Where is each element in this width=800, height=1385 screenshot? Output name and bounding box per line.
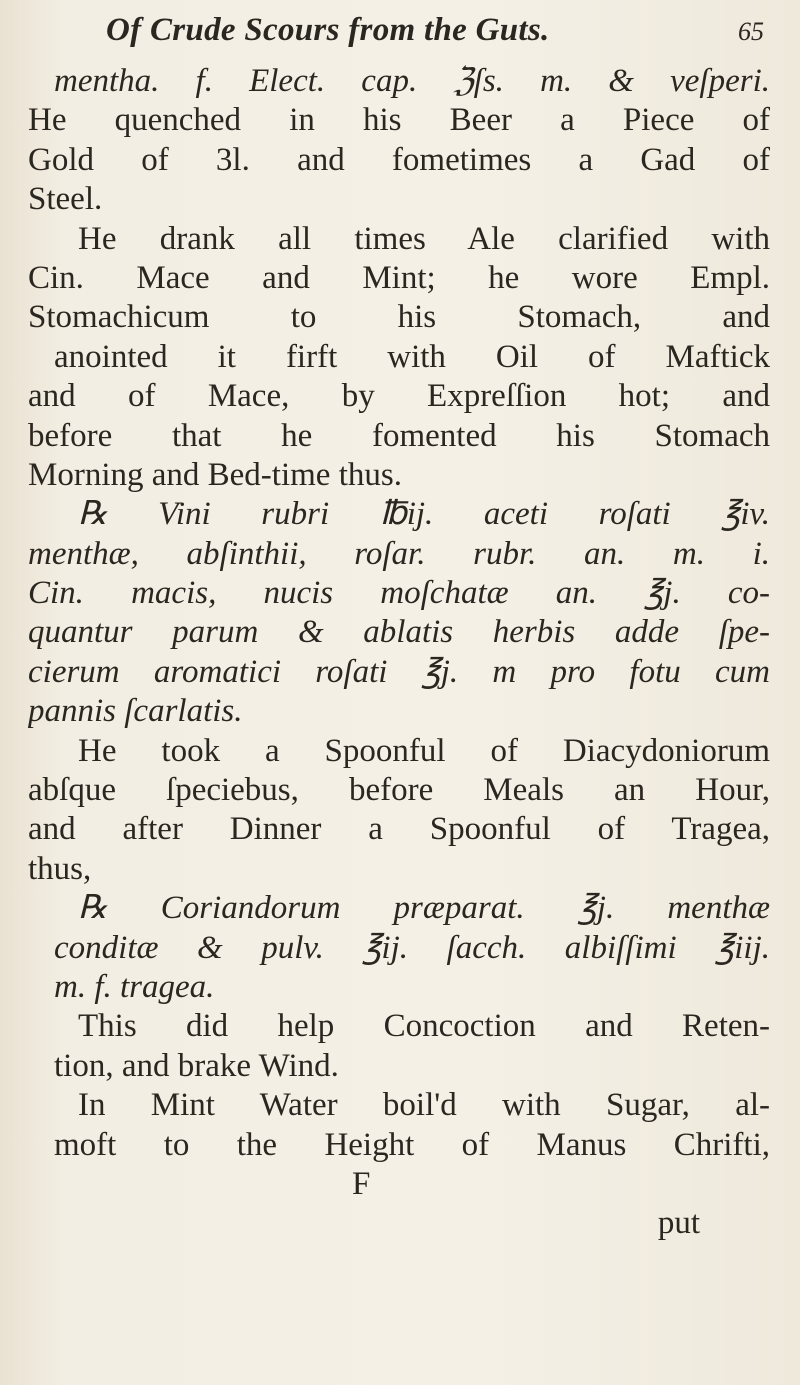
text-line: abſque ſpeciebus, before Meals an Hour, <box>28 772 770 809</box>
page-header <box>28 12 770 62</box>
text-line: Morning and Bed-time thus. <box>28 456 402 493</box>
text-line: Cin. macis, nucis moſchatæ an. ℥j. co- <box>28 575 770 612</box>
text-line: cierum aromatici roſati ℥j. m pro fotu cum <box>28 653 770 690</box>
text-line: conditæ & pulv. ℥ij. ſacch. albiſſimi ℥iij. <box>54 929 770 966</box>
text-line: anointed it firft with Oil of Maftick <box>54 338 770 375</box>
text-line: m. f. tragea. <box>54 968 215 1005</box>
text-line: Steel. <box>28 181 103 218</box>
text-line: menthæ, abſinthii, roſar. rubr. an. m. i. <box>28 535 770 572</box>
text-line: moft to the Height of Manus Chrifti, <box>54 1126 770 1163</box>
text-line: and of Mace, by Expreſſion hot; and <box>28 378 770 415</box>
signature-mark: F <box>352 1165 371 1202</box>
text-line: He took a Spoonful of Diacydoniorum <box>78 732 770 769</box>
text-line: before that he fomented his Stomach <box>28 417 770 454</box>
page-number: 65 <box>738 17 764 46</box>
text-line: thus, <box>28 850 92 887</box>
text-line: Stomachicum to his Stomach, and <box>28 299 770 336</box>
text-line: In Mint Water boil'd with Sugar, al- <box>78 1087 770 1124</box>
text-line: Gold of 3l. and fometimes a Gad of <box>28 141 770 178</box>
body-text <box>28 62 770 1244</box>
catchword: put <box>657 1205 700 1242</box>
text-line: He quenched in his Beer a Piece of <box>28 102 770 139</box>
text-line: ℞ Coriandorum præparat. ℥j. menthæ <box>78 890 770 927</box>
running-head: Of Crude Scours from the Guts. <box>106 12 550 48</box>
text-line: tion, and brake Wind. <box>54 1047 339 1084</box>
text-line: quantur parum & ablatis herbis adde ſpe- <box>28 614 770 651</box>
text-line: Cin. Mace and Mint; he wore Empl. <box>28 259 770 296</box>
text-line: This did help Concoction and Reten- <box>78 1008 770 1045</box>
text-line: pannis ſcarlatis. <box>28 693 243 730</box>
text-line: and after Dinner a Spoonful of Tragea, <box>28 811 770 848</box>
text-line: mentha. f. Elect. cap. ℨſs. m. & veſperi. <box>54 63 770 99</box>
text-line: He drank all times Ale clarified with <box>78 220 770 257</box>
text-line: ℞ Vini rubri ℔ij. aceti roſati ℥iv. <box>78 496 770 533</box>
